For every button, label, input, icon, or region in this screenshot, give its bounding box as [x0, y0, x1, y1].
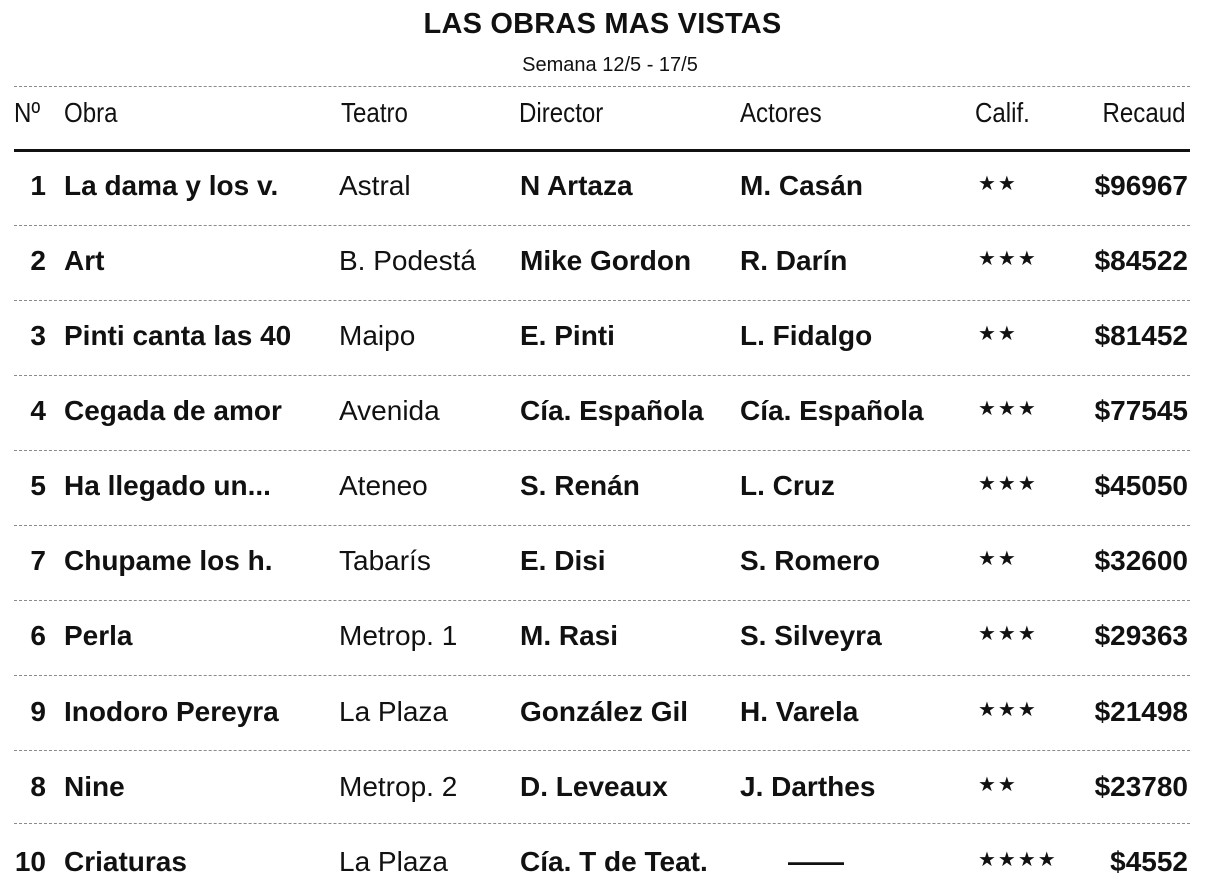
row-teatro: Ateneo	[339, 470, 428, 501]
row-teatro: B. Podestá	[339, 245, 476, 276]
row-divider	[14, 823, 1190, 824]
row-obra: Nine	[64, 771, 125, 802]
row-obra: Perla	[64, 620, 133, 651]
row-calif-stars: ★★★	[978, 699, 1038, 721]
page-subtitle: Semana 12/5 - 17/5	[522, 54, 698, 76]
row-rank: 8	[30, 771, 46, 802]
row-teatro: Metrop. 1	[339, 620, 458, 651]
header-num: Nº	[14, 97, 41, 128]
row-teatro: Metrop. 2	[339, 771, 458, 802]
table-row	[0, 166, 1210, 206]
row-recaud: $84522	[1094, 245, 1188, 276]
row-calif-stars: ★★	[978, 548, 1018, 570]
row-divider	[14, 600, 1190, 601]
table-row	[0, 842, 1210, 882]
row-director: E. Pinti	[520, 320, 615, 351]
row-teatro: La Plaza	[339, 696, 448, 727]
row-rank: 5	[30, 470, 46, 501]
table-row	[0, 241, 1210, 281]
row-obra: La dama y los v.	[64, 170, 279, 201]
row-recaud: $81452	[1094, 320, 1188, 351]
row-recaud: $23780	[1094, 771, 1188, 802]
row-actores: L. Fidalgo	[740, 320, 873, 351]
row-director: González Gil	[520, 696, 689, 727]
row-teatro: Astral	[339, 170, 411, 201]
row-calif-stars: ★★	[978, 774, 1018, 796]
row-recaud: $77545	[1094, 395, 1188, 426]
row-actores: R. Darín	[740, 245, 848, 276]
row-obra: Pinti canta las 40	[64, 320, 292, 351]
row-calif-stars: ★★★★	[978, 849, 1058, 871]
row-actores: L. Cruz	[740, 470, 835, 501]
table-row	[0, 391, 1210, 431]
row-teatro: La Plaza	[339, 846, 448, 877]
row-divider	[14, 525, 1190, 526]
row-divider	[14, 225, 1190, 226]
table-row	[0, 767, 1210, 807]
row-teatro: Maipo	[339, 320, 416, 351]
row-calif-stars: ★★	[978, 323, 1018, 345]
table-row	[0, 316, 1210, 356]
header-rule	[14, 149, 1190, 152]
row-calif-stars: ★★★	[978, 473, 1038, 495]
header-actores: Actores	[740, 97, 822, 128]
row-obra: Cegada de amor	[64, 395, 282, 426]
row-actores: S. Romero	[740, 545, 881, 576]
top-rule	[14, 86, 1190, 87]
row-recaud: $29363	[1094, 620, 1188, 651]
row-director: S. Renán	[520, 470, 640, 501]
row-rank: 4	[30, 395, 46, 426]
row-rank: 9	[30, 696, 46, 727]
row-obra: Inodoro Pereyra	[64, 696, 279, 727]
page-title: LAS OBRAS MAS VISTAS	[423, 8, 782, 40]
row-divider	[14, 750, 1190, 751]
row-recaud: $45050	[1094, 470, 1188, 501]
row-director: Cía. T de Teat.	[520, 846, 708, 877]
row-actores: S. Silveyra	[740, 620, 882, 651]
row-actores: M. Casán	[740, 170, 863, 201]
row-director: E. Disi	[520, 545, 606, 576]
table-row	[0, 616, 1210, 656]
row-recaud: $32600	[1094, 545, 1188, 576]
row-director: Cía. Española	[520, 395, 704, 426]
row-actores: ——	[788, 846, 844, 877]
row-obra: Chupame los h.	[64, 545, 273, 576]
row-director: D. Leveaux	[520, 771, 668, 802]
row-rank: 7	[30, 545, 46, 576]
header-teatro: Teatro	[341, 97, 408, 128]
table-row	[0, 692, 1210, 732]
row-teatro: Tabarís	[339, 545, 431, 576]
row-recaud: $96967	[1094, 170, 1188, 201]
row-recaud: $4552	[1110, 846, 1188, 877]
row-director: Mike Gordon	[520, 245, 692, 276]
header-calif: Calif.	[975, 97, 1030, 128]
row-actores: Cía. Española	[740, 395, 924, 426]
row-obra: Art	[64, 245, 105, 276]
row-actores: J. Darthes	[740, 771, 876, 802]
row-calif-stars: ★★★	[978, 623, 1038, 645]
header-obra: Obra	[64, 97, 118, 128]
row-divider	[14, 450, 1190, 451]
row-director: M. Rasi	[520, 620, 619, 651]
table-row	[0, 466, 1210, 506]
row-calif-stars: ★★★	[978, 398, 1038, 420]
row-rank: 10	[14, 846, 46, 877]
row-obra: Criaturas	[64, 846, 187, 877]
row-calif-stars: ★★★	[978, 248, 1038, 270]
row-recaud: $21498	[1094, 696, 1188, 727]
table-row	[0, 541, 1210, 581]
row-obra: Ha llegado un...	[64, 470, 271, 501]
header-director: Director	[519, 97, 604, 128]
header-recaud: Recaud	[1102, 97, 1186, 128]
row-director: N Artaza	[520, 170, 633, 201]
row-rank: 6	[30, 620, 46, 651]
row-actores: H. Varela	[740, 696, 859, 727]
row-divider	[14, 675, 1190, 676]
row-calif-stars: ★★	[978, 173, 1018, 195]
row-teatro: Avenida	[339, 395, 440, 426]
row-rank: 2	[30, 245, 46, 276]
row-divider	[14, 375, 1190, 376]
row-divider	[14, 300, 1190, 301]
row-rank: 1	[30, 170, 46, 201]
row-rank: 3	[30, 320, 46, 351]
